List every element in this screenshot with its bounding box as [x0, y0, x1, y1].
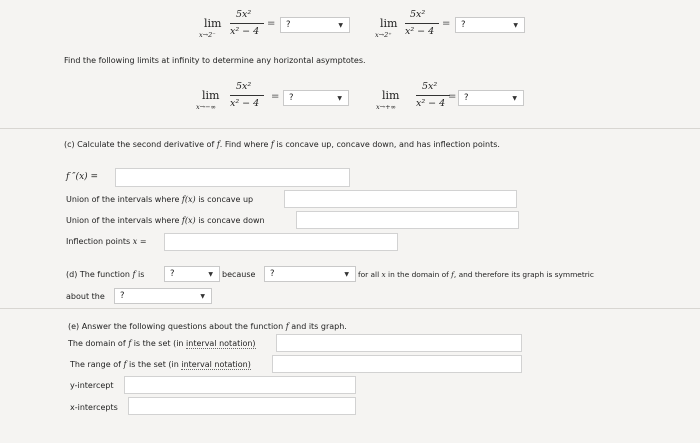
variable-x: x	[381, 270, 386, 279]
label-text: is the set (in	[129, 360, 179, 369]
concave-up-label	[66, 195, 253, 204]
limit-x-to-pos-infinity-select[interactable]	[458, 90, 524, 106]
x-intercepts-label: x-intercepts	[70, 403, 118, 412]
asymptote-instruction: Find the following limits at infinity to determine any horizontal asymptotes.	[64, 56, 366, 65]
label-text: (e) Answer the following questions about the function	[68, 322, 284, 331]
fraction-bar	[416, 95, 450, 96]
limit-x-to-2-minus	[196, 6, 266, 46]
x-equals: x =	[132, 237, 147, 246]
because-select[interactable]	[264, 266, 356, 282]
equals-sign: =	[448, 91, 457, 102]
y-intercept-label: y-intercept	[70, 381, 114, 390]
part-e-prompt	[68, 322, 347, 331]
about-label: about the	[66, 292, 105, 301]
symmetry-about-select[interactable]	[114, 288, 212, 304]
section-divider	[0, 128, 700, 129]
y-intercept-input[interactable]	[124, 376, 356, 394]
function-f: f	[132, 270, 136, 279]
interval-notation-link[interactable]: interval notation)	[186, 339, 256, 348]
lim-subscript: x→2⁻	[199, 31, 216, 39]
lim-subscript: x→2⁺	[375, 31, 392, 39]
lim-subscript: x→+∞	[376, 103, 396, 111]
select-value: ?	[270, 269, 275, 279]
chevron-down-icon: ▼	[208, 271, 213, 278]
because-label: because	[222, 270, 256, 279]
fraction-bar	[230, 23, 264, 24]
part-d-label	[66, 270, 144, 279]
limit-x-to-neg-infinity-select[interactable]	[283, 90, 349, 106]
limit-x-to-2-minus-select[interactable]	[280, 17, 350, 33]
limit-x-to-pos-infinity	[372, 78, 452, 118]
part-c-prompt-b: . Find where	[219, 140, 269, 149]
symmetry-explanation	[358, 270, 594, 279]
label-text: Union of the intervals where	[66, 195, 180, 204]
equals-sign: =	[267, 18, 276, 29]
label-text: Union of the intervals where	[66, 216, 180, 225]
select-value: ?	[170, 269, 175, 279]
label-text: in the domain of	[388, 270, 449, 279]
label-text: The domain of	[68, 339, 126, 348]
select-value: ?	[464, 93, 469, 103]
part-c-prompt	[64, 140, 500, 149]
limit-x-to-neg-infinity	[192, 78, 272, 118]
label-text: The range of	[70, 360, 121, 369]
fx-symbol: f(x)	[181, 195, 196, 204]
part-c-prompt-c: is concave up, concave down, and has inflection points.	[276, 140, 500, 149]
label-text: is the set (in	[133, 339, 184, 348]
label-text: and its graph.	[291, 322, 347, 331]
function-f: f	[451, 270, 454, 279]
select-value: ?	[120, 291, 125, 301]
function-f: f	[216, 140, 220, 149]
lim-denominator: x² − 4	[230, 26, 260, 37]
label-text: is concave down	[198, 216, 265, 225]
limit-x-to-2-plus	[372, 6, 442, 46]
chevron-down-icon: ▼	[337, 95, 342, 102]
fx-symbol: f(x)	[181, 216, 196, 225]
section-divider	[0, 308, 700, 309]
function-f: f	[123, 360, 127, 369]
lim-subscript: x→−∞	[196, 103, 216, 111]
lim-denominator: x² − 4	[405, 26, 435, 37]
chevron-down-icon: ▼	[200, 293, 205, 300]
select-value: ?	[461, 20, 466, 30]
lim-word: lim	[204, 17, 222, 30]
label-text: Inflection points	[66, 237, 131, 246]
range-input[interactable]	[272, 355, 522, 373]
limit-x-to-2-plus-select[interactable]	[455, 17, 525, 33]
label-text: is	[138, 270, 145, 279]
chevron-down-icon: ▼	[344, 271, 349, 278]
lim-numerator: 5x²	[236, 9, 252, 20]
concave-up-input[interactable]	[284, 190, 517, 208]
inflection-label	[66, 237, 147, 246]
lim-denominator: x² − 4	[416, 98, 446, 109]
lim-word: lim	[202, 89, 220, 102]
function-f: f	[270, 140, 274, 149]
range-label	[70, 360, 251, 369]
concave-down-input[interactable]	[296, 211, 519, 229]
symmetry-type-select[interactable]	[164, 266, 220, 282]
part-c-prompt-a: (c) Calculate the second derivative of	[64, 140, 215, 149]
label-text: , and therefore its graph is symmetric	[453, 270, 594, 279]
second-derivative-label: f ″(x) =	[66, 172, 99, 182]
domain-label	[68, 339, 256, 348]
lim-denominator: x² − 4	[230, 98, 260, 109]
chevron-down-icon: ▼	[338, 22, 343, 29]
domain-input[interactable]	[276, 334, 522, 352]
select-value: ?	[289, 93, 294, 103]
lim-numerator: 5x²	[422, 81, 438, 92]
equals-sign: =	[271, 91, 280, 102]
select-value: ?	[286, 20, 291, 30]
x-intercepts-input[interactable]	[128, 397, 356, 415]
lim-numerator: 5x²	[410, 9, 426, 20]
lim-word: lim	[380, 17, 398, 30]
equals-sign: =	[442, 18, 451, 29]
chevron-down-icon: ▼	[512, 95, 517, 102]
lim-word: lim	[382, 89, 400, 102]
label-text: for all	[358, 270, 380, 279]
second-derivative-input[interactable]	[115, 168, 350, 187]
concave-down-label	[66, 216, 265, 225]
inflection-points-input[interactable]	[164, 233, 398, 251]
label-text: is concave up	[198, 195, 254, 204]
fraction-bar	[230, 95, 264, 96]
lim-numerator: 5x²	[236, 81, 252, 92]
function-f: f	[128, 339, 132, 348]
function-f: f	[285, 322, 289, 331]
fraction-bar	[405, 23, 439, 24]
label-text: (d) The function	[66, 270, 130, 279]
chevron-down-icon: ▼	[513, 22, 518, 29]
interval-notation-link[interactable]: interval notation)	[181, 360, 251, 369]
